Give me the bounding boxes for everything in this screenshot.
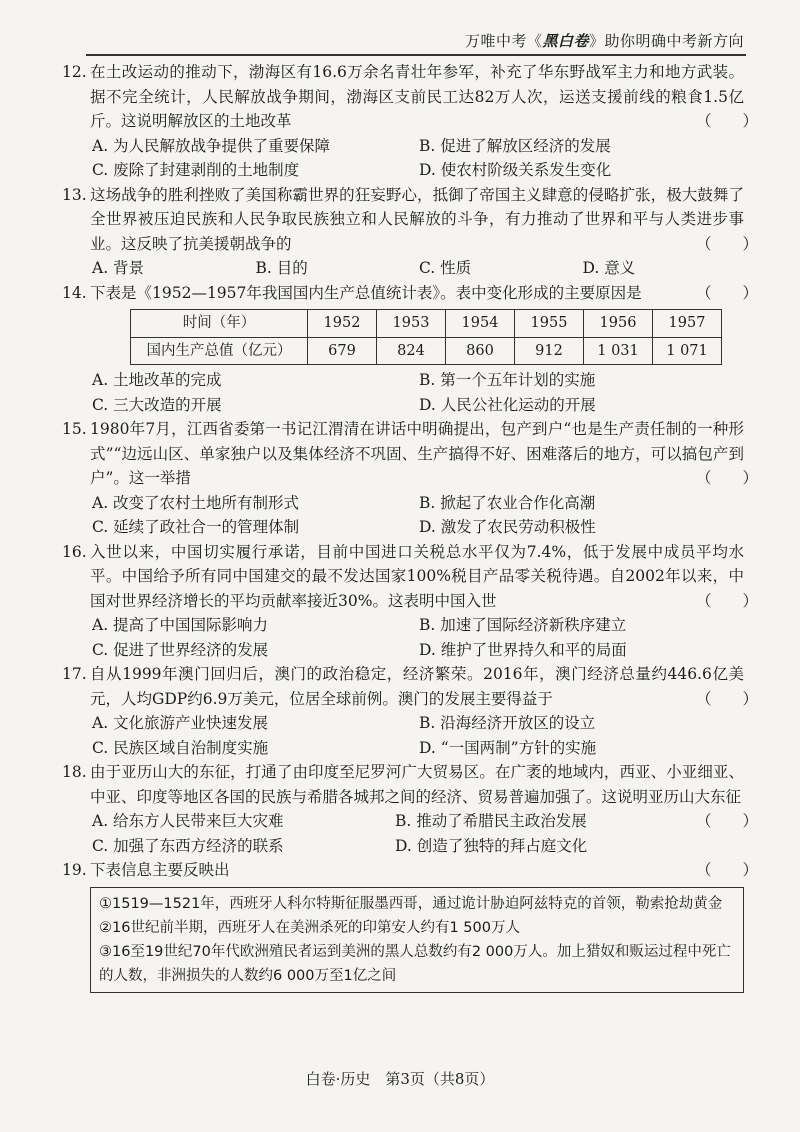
- option-d: D. “一国两制”方针的实施: [419, 738, 597, 757]
- question-stem: 自从1999年澳门回归后，澳门的政治稳定，经济繁荣。2016年，澳门经济总量约446.6亿美元，人均GDP约6.9万美元，位居全球前例。澳门的发展主要得益于 （ ）: [90, 662, 744, 711]
- question-13: [62, 183, 759, 281]
- page-header: [465, 30, 744, 51]
- question-19: [62, 858, 759, 993]
- table-row: [131, 310, 722, 338]
- header-suffix: 》助你明确中考新方向: [588, 32, 744, 50]
- question-number: 16.: [62, 542, 87, 561]
- questions-area: [62, 60, 759, 993]
- table-cell: 1953: [377, 310, 446, 338]
- options: [90, 711, 744, 760]
- option-d: D. 维护了世界持久和平的局面: [419, 640, 627, 659]
- gdp-table: [130, 309, 722, 365]
- option-a: A. 改变了农村土地所有制形式: [92, 493, 300, 512]
- table-header-cell: 国内生产总值（亿元）: [131, 337, 308, 365]
- table-cell: 1952: [308, 310, 377, 338]
- option-a: A. 背景: [92, 259, 145, 277]
- answer-paren: （ ）: [696, 469, 759, 487]
- option-c: C. 延续了政社合一的管理体制: [92, 518, 300, 536]
- option-a: A. 提高了中国国际影响力: [92, 616, 269, 634]
- table-cell: 1 031: [584, 337, 653, 365]
- question-number: 18.: [62, 763, 87, 781]
- option-d: D. 使农村阶级关系发生变化: [419, 161, 612, 179]
- header-brand: 黑白卷: [542, 32, 589, 50]
- question-stem: 这场战争的胜利挫败了美国称霸世界的狂妄野心，抵御了帝国主义肆意的侵略扩张，极大鼓舞了全世界被压迫民族和人民争取民族独立和人民解放的斗争，有力推动了世界和平与人类进步事业。这反映了抗美援朝战争的 （ ）: [90, 183, 744, 257]
- question-stem: 由于亚历山大的东征，打通了由印度至尼罗河广大贸易区。在广袤的地域内，西亚、小亚细亚、中亚、印度等地区各国的民族与希腊各城邦之间的经济、贸易普遍加强了。这说明亚历山大东征 （ ）: [90, 760, 744, 809]
- question-stem: 1980年7月，江西省委第一书记江渭清在讲话中明确提出，包产到户“也是生产责任制的一种形式”“边远山区、单家独户以及集体经济不巩固、生产搞得不好、困难落后的地方，可以搞包产到户”。这一举措 （ ）: [90, 417, 744, 491]
- table-cell: 860: [446, 337, 515, 365]
- answer-paren: （ ）: [696, 812, 759, 830]
- question-number: 15.: [62, 420, 87, 438]
- option-a: A. 土地改革的完成: [92, 371, 222, 389]
- question-number: 12.: [62, 63, 87, 81]
- question-15: [62, 417, 759, 540]
- question-16: [62, 540, 759, 663]
- option-b: B. 推动了希腊民主政治发展: [395, 812, 587, 830]
- options: [90, 809, 696, 858]
- table-cell: 1955: [515, 310, 584, 338]
- table-cell: 824: [377, 337, 446, 365]
- table-row: [131, 337, 722, 365]
- option-d: D. 创造了独特的拜占庭文化: [395, 836, 588, 855]
- question-12: [62, 60, 759, 183]
- option-b: B. 促进了解放区经济的发展: [419, 136, 611, 155]
- table-header-cell: 时间（年）: [131, 310, 308, 338]
- header-prefix: 万唯中考《: [464, 32, 543, 50]
- answer-paren: （ ）: [696, 689, 759, 708]
- answer-paren: （ ）: [696, 861, 759, 879]
- question-18: [62, 760, 759, 858]
- answer-paren: （ ）: [696, 112, 759, 130]
- answer-paren: （ ）: [696, 591, 759, 610]
- header-rule: [86, 54, 746, 56]
- question-number: 17.: [62, 665, 87, 683]
- question-stem: 入世以来，中国切实履行承诺，目前中国进口关税总水平仅为7.4%，低于发展中成员平均水平。中国给予所有同中国建交的最不发达国家100%税目产品零关税待遇。自2002年以来，中国对世界经济增长的平均贡献率接近30%。这表明中国入世 （ ）: [90, 540, 744, 614]
- question-17: [62, 662, 759, 760]
- question-stem: 在土改运动的推动下，渤海区有16.6万余名青壮年参军，补充了华东野战军主力和地方武装。据不完全统计，人民解放战争期间，渤海区支前民工达82万人次，运送支援前线的粮食1.5亿斤。这说明解放区的土地改革 （ ）: [90, 60, 744, 134]
- question-stem: 下表是《1952—1957年我国国内生产总值统计表》。表中变化形成的主要原因是 （ ）: [90, 281, 744, 306]
- table-cell: 912: [515, 337, 584, 365]
- question-number: 14.: [62, 283, 87, 302]
- option-d: D. 激发了农民劳动积极性: [419, 518, 596, 536]
- page-footer: 白卷·历史 第3页（共8页）: [305, 1070, 495, 1088]
- question-number: 19.: [62, 861, 87, 879]
- options: [90, 368, 744, 417]
- table-cell: 1957: [653, 310, 722, 338]
- question-14: [62, 281, 759, 418]
- option-c: C. 废除了封建剥削的土地制度: [92, 161, 300, 179]
- answer-paren: （ ）: [696, 234, 759, 253]
- option-a: A. 文化旅游产业快速发展: [92, 714, 269, 732]
- option-d: D. 意义: [582, 259, 636, 277]
- option-a: A. 给东方人民带来巨大灾难: [92, 812, 284, 830]
- info-box: [90, 887, 744, 993]
- option-c: C. 性质: [419, 259, 472, 277]
- options: [90, 491, 744, 540]
- options: [90, 613, 744, 662]
- info-item: ①1519—1521年，西班牙人科尔特斯征服墨西哥，通过诡计胁迫阿兹特克的首领，勒索抢劫黄金: [99, 895, 723, 912]
- option-b: B. 加速了国际经济新秩序建立: [419, 616, 627, 634]
- info-item: ②16世纪前半期，西班牙人在美洲杀死的印第安人约有1 500万人: [99, 919, 520, 936]
- options: [90, 134, 744, 183]
- answer-paren: （ ）: [696, 283, 759, 302]
- option-c: C. 三大改造的开展: [92, 395, 222, 414]
- option-b: B. 掀起了农业合作化高潮: [419, 493, 596, 512]
- table-cell: 1 071: [653, 337, 722, 365]
- option-b: B. 第一个五年计划的实施: [419, 371, 596, 389]
- options: [90, 256, 744, 281]
- info-item: ③16至19世纪70年代欧洲殖民者运到美洲的黑人总数约有2 000万人。加上猎奴和贩运过程中死亡的人数，非洲损失的人数约6 000万至1亿之间: [99, 943, 731, 984]
- option-b: B. 沿海经济开放区的设立: [419, 714, 596, 732]
- table-cell: 1954: [446, 310, 515, 338]
- option-c: C. 民族区域自治制度实施: [92, 738, 269, 757]
- option-c: C. 加强了东西方经济的联系: [92, 836, 284, 855]
- option-a: A. 为人民解放战争提供了重要保障: [92, 136, 331, 155]
- option-b: B. 目的: [255, 259, 308, 277]
- option-d: D. 人民公社化运动的开展: [419, 395, 596, 414]
- table-cell: 1956: [584, 310, 653, 338]
- question-stem: 下表信息主要反映出 （ ）: [90, 858, 744, 883]
- question-number: 13.: [62, 185, 87, 204]
- option-c: C. 促进了世界经济的发展: [92, 640, 269, 659]
- table-cell: 679: [308, 337, 377, 365]
